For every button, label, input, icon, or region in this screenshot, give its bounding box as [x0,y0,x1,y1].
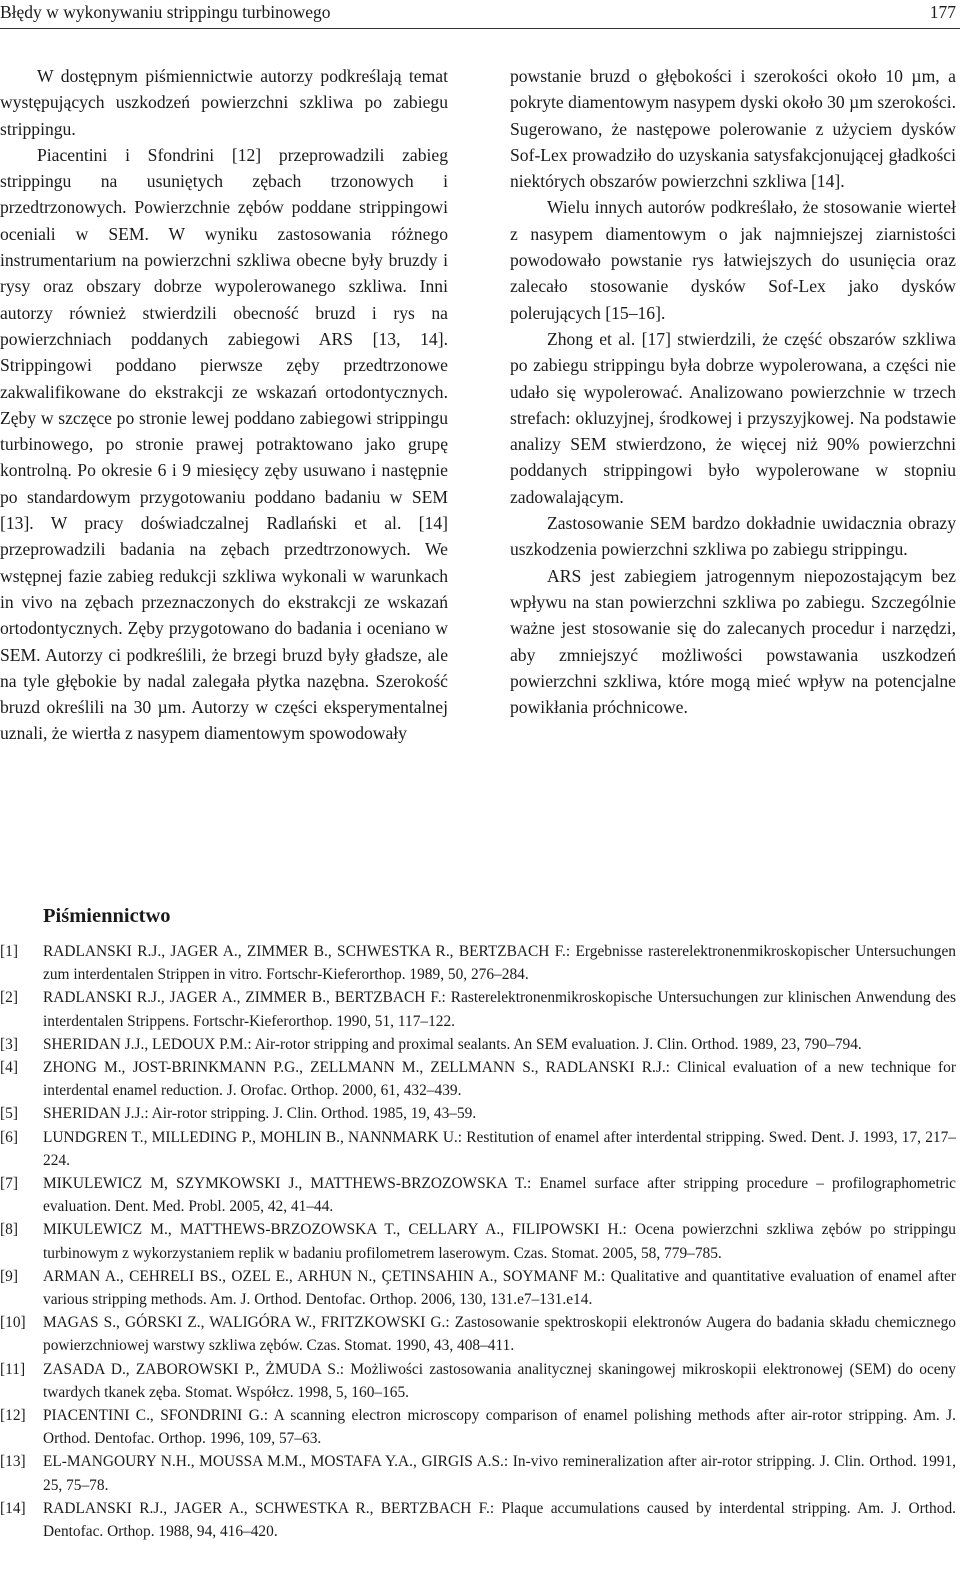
reference-item [0,1102,956,1125]
reference-text: MIKULEWICZ M., MATTHEWS-BRZOZOWSKA T., CELLARY A., FILIPOWSKI H.: Ocena powierzchni szkliwa zębów po strippingu turbinowym z wykorzystaniem replik w badaniu profilometrem laserowym. Czas. Stomat. 2005, 58, 779–785. [43,1221,956,1262]
paragraph: Wielu innych autorów podkreślało, że stosowanie wierteł z nasypem diamentowym o jak najmniejszej ziarnistości powodowało powstanie rys łatwiejszych do usunięcia oraz zalecało stosowanie dysków Sof-Lex jako dysków polerujących [15–16]. [510,197,956,323]
reference-number: [10] [0,1314,26,1332]
paragraph: powstanie bruzd o głębokości i szerokości około 10 µm, a pokryte diamentowym nasypem dyski około 30 µm szerokości. Sugerowano, że następowe polerowanie z użyciem dysków Sof-Lex prowadziło do uzyskania satysfakcjonującej gładkości niektórych obszarów powierzchni szkliwa [14]. [510,66,957,192]
reference-text: EL-MANGOURY N.H., MOUSSA M.M., MOSTAFA Y.A., GIRGIS A.S.: In-vivo remineralization after air-rotor stripping. J. Clin. Orthod. 1991, 25, 75–78. [43,1453,956,1494]
reference-item [0,1033,956,1056]
reference-item [0,1126,956,1172]
paragraph: Piacentini i Sfondrini [12] przeprowadzili zabieg strippingu na usuniętych zębach trzonowych i przedtrzonowych. Powierzchnie zębów poddane strippingowi oceniali w SEM. W wyniku zastosowania różnego instrumentarium na powierzchni szkliwa obecne były bruzdy i rysy oraz obszary dobrze wypolerowanego szkliwa. Inni autorzy również stwierdzili obecność bruzd i rys na powierzchniach poddanych zabiegowi ARS [13, 14]. Strippingowi poddano pierwsze zęby przedtrzonowe zakwalifikowane do ekstrakcji ze wskazań ortodontycznych. Zęby w szczęce po stronie lewej poddano zabiegowi strippingu turbinowego, po stronie prawej potraktowano jako grupę kontrolną. Po okresie 6 i 9 miesięcy zęby usuwano i następnie po standardowym przygotowaniu poddano badaniu w SEM [13]. W pracy doświadczalnej Radlański et al. [14] przeprowadzili badania na zębach przedtrzonowych. We wstępnej fazie zabieg redukcji szkliwa wykonali w warunkach in vivo na zębach przeznaczonych do ekstrakcji ze wskazań ortodontycznych. Zęby przygotowano do badania i oceniano w SEM. Autorzy ci podkreślili, że brzegi bruzd były gładsze, ale na tyle głębokie by nadal zalegała płytka nazębna. Szerokość bruzd określili na 30 µm. Autorzy w części eksperymentalnej uznali, że wiertła z nasypem diamentowym spowodowały [0,144,448,744]
reference-number: [5] [0,1105,18,1123]
paragraph: Zhong et al. [17] stwierdzili, że część obszarów szkliwa po zabiegu strippingu była dobrze wypolerowana, a części nie udało się wypolerować. Analizowano powierzchnie w trzech strefach: okluzyjnej, środkowej i przyszyjkowej. Na podstawie analizy SEM stwierdzono, że więcej niż 90% powierzchni poddanych strippingowi było wypolerowane w stopniu zadowalającym. [510,328,956,507]
running-head-title: Błędy w wykonywaniu strippingu turbinowego [0,2,331,22]
header-rule [0,28,960,29]
reference-number: [13] [0,1453,26,1471]
reference-item [0,940,956,986]
reference-number: [3] [0,1035,18,1053]
reference-text: ZHONG M., JOST-BRINKMANN P.G., ZELLMANN M., ZELLMANN S., RADLANSKI R.J.: Clinical evaluation of a new technique for interdental enamel reduction. J. Orofac. Orthop. 2000, 61, 432–439. [43,1059,956,1100]
reference-text: RADLANSKI R.J., JAGER A., SCHWESTKA R., BERTZBACH F.: Plaque accumulations caused by interdental stripping. Am. J. Orthod. Dentofac. Orthop. 1988, 94, 416–420. [43,1499,956,1541]
reference-number: [14] [0,1499,26,1517]
reference-text: ARMAN A., CEHRELI BS., OZEL E., ARHUN N., ÇETINSAHIN A., SOYMANF M.: Qualitative and quantitative evaluation of enamel after various stripping methods. Am. J. Orthod. Dentofac. Orthop. 2006, 130, 131.e7–131.e14. [43,1267,956,1309]
reference-item [0,986,956,1032]
paragraph: ARS jest zabiegiem jatrogennym niepozostającym bez wpływu na stan powierzchni szkliwa po zabiegu. Szczególnie ważne jest stosowanie się do zalecanych procedur i narzędzi, aby zmniejszyć możliwości powstawania uszkodzeń powierzchni szkliwa, które mogą mieć wpływ na potencjalne powikłania próchnicowe. [510,565,956,718]
reference-item [0,1056,956,1102]
reference-text: LUNDGREN T., MILLEDING P., MOHLIN B., NANNMARK U.: Restitution of enamel after interdental stripping. Swed. Dent. J. 1993, 17, 217–224. [43,1128,956,1169]
reference-number: [2] [0,989,18,1007]
right-column [510,63,956,720]
reference-text: MAGAS S., GÓRSKI Z., WALIGÓRA W., FRITZKOWSKI G.: Zastosowanie spektroskopii elektronów Augera do badania składu chemicznego powierzchniowej warstwy szkliwa zębów. Czas. Stomat. 1990, 43, 408–411. [43,1314,956,1355]
reference-number: [9] [0,1267,18,1285]
reference-text: SHERIDAN J.J.: Air-rotor stripping. J. Clin. Orthod. 1985, 19, 43–59. [43,1105,477,1123]
reference-item [0,1450,956,1496]
reference-item [0,1265,956,1311]
reference-text: SHERIDAN J.J., LEDOUX P.M.: Air-rotor stripping and proximal sealants. An SEM evaluation. J. Clin. Orthod. 1989, 23, 790–794. [43,1035,862,1053]
reference-number: [6] [0,1128,18,1146]
reference-number: [11] [0,1360,26,1378]
reference-text: MIKULEWICZ M, SZYMKOWSKI J., MATTHEWS-BRZOZOWSKA T.: Enamel surface after stripping procedure – profilographometric evaluation. Dent. Med. Probl. 2005, 42, 41–44. [43,1175,956,1216]
reference-text: ZASADA D., ZABOROWSKI P., ŻMUDA S.: Możliwości zastosowania analitycznej skaningowej mikroskopii elektronowej (SEM) do oceny twardych tkanek zęba. Stomat. Współcz. 1998, 5, 160–165. [43,1360,956,1401]
paragraph: W dostępnym piśmiennictwie autorzy podkreślają temat występujących uszkodzeń powierzchni szkliwa po zabiegu strippingu. [0,66,448,139]
reference-text: PIACENTINI C., SFONDRINI G.: A scanning electron microscopy comparison of enamel polishing methods after air-rotor stripping. Am. J. Orthod. Dentofac. Orthop. 1996, 109, 57–63. [43,1407,956,1448]
reference-text: RADLANSKI R.J., JAGER A., ZIMMER B., SCHWESTKA R., BERTZBACH F.: Ergebnisse rasterelektronenmikroskopischer Untersuchungen zum interdentalen Strippen in vitro. Fortschr-Kieferorthop. 1989, 50, 276–284. [43,943,956,984]
reference-item [0,1172,956,1218]
reference-number: [12] [0,1407,26,1425]
page-number: 177 [929,2,956,22]
reference-item [0,1358,956,1404]
reference-text: RADLANSKI R.J., JAGER A., ZIMMER B., BERTZBACH F.: Rasterelektronenmikroskopische Untersuchungen zur klinischen Anwendung des interdentalen Strippens. Fortschr-Kieferorthop. 1990, 51, 117–122. [43,989,956,1030]
reference-number: [1] [0,943,18,960]
reference-number: [4] [0,1059,18,1077]
left-column [0,63,448,747]
references-list [0,940,956,1543]
running-head [0,0,960,34]
paragraph: Zastosowanie SEM bardzo dokładnie uwidacznia obrazy uszkodzenia powierzchni szkliwa po zabiegu strippingu. [510,513,956,560]
reference-item [0,1404,956,1450]
references-heading: Piśmiennictwo [43,905,171,927]
reference-number: [7] [0,1175,18,1193]
reference-item [0,1218,956,1264]
reference-item [0,1497,956,1543]
reference-item [0,1311,956,1357]
reference-number: [8] [0,1221,18,1239]
